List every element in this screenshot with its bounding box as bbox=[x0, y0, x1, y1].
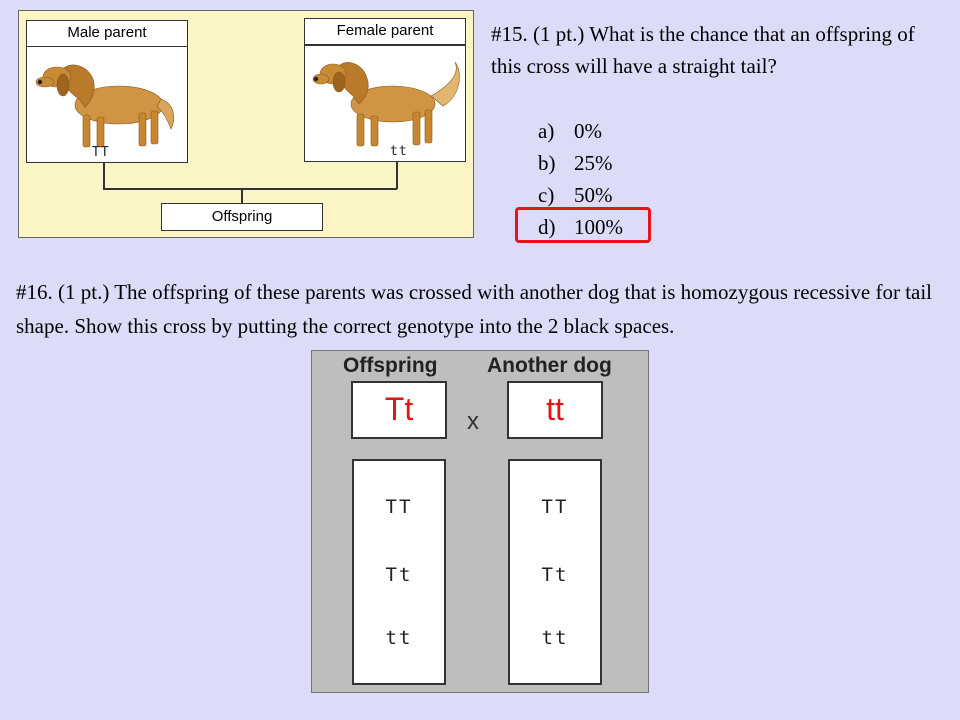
choice-text: 50% bbox=[574, 183, 613, 207]
offspring-answer-box[interactable]: Tt bbox=[351, 381, 447, 439]
choice-a[interactable] bbox=[538, 115, 623, 147]
choice-letter: b) bbox=[538, 151, 556, 175]
female-genotype-text: tt bbox=[390, 144, 408, 159]
pedigree-figure bbox=[18, 10, 474, 238]
choice-text: 25% bbox=[574, 151, 613, 175]
female-parent-image-box bbox=[304, 45, 466, 162]
offspring-option-TT[interactable]: TT bbox=[385, 496, 413, 518]
choice-b[interactable] bbox=[538, 147, 623, 179]
another-dog-header: Another dog bbox=[487, 354, 612, 377]
choice-letter: c) bbox=[538, 183, 555, 207]
choice-letter: a) bbox=[538, 119, 555, 143]
another-dog-option-tt[interactable]: tt bbox=[541, 627, 569, 649]
pedigree-line-female bbox=[396, 162, 398, 189]
choice-text: 100% bbox=[574, 215, 623, 239]
another-dog-answer-box[interactable]: tt bbox=[507, 381, 603, 439]
offspring-option-tt[interactable]: tt bbox=[385, 627, 413, 649]
offspring-option-Tt[interactable]: Tt bbox=[385, 564, 413, 586]
male-genotype-text: TT bbox=[92, 145, 110, 160]
pedigree-line-offspring bbox=[241, 188, 243, 203]
golden-retriever-male-image bbox=[27, 47, 185, 160]
offspring-label: Offspring bbox=[161, 203, 323, 231]
male-parent-image-box bbox=[26, 46, 188, 163]
another-dog-options-box bbox=[508, 459, 602, 685]
offspring-options-box bbox=[352, 459, 446, 685]
cross-symbol: x bbox=[467, 408, 479, 435]
male-parent-label: Male parent bbox=[26, 20, 188, 47]
female-parent-label: Female parent bbox=[304, 18, 466, 45]
cross-figure bbox=[311, 350, 649, 693]
golden-retriever-female-image bbox=[305, 46, 463, 159]
another-dog-option-TT[interactable]: TT bbox=[541, 496, 569, 518]
answer-highlight-box bbox=[515, 207, 651, 243]
offspring-header: Offspring bbox=[343, 354, 438, 377]
choice-text: 0% bbox=[574, 119, 602, 143]
another-dog-option-Tt[interactable]: Tt bbox=[541, 564, 569, 586]
pedigree-line-male bbox=[103, 163, 105, 189]
choice-letter: d) bbox=[538, 215, 556, 239]
question-16-text: #16. (1 pt.) The offspring of these parents was crossed with another dog that is homozygous recessive for tail shape. Show this cross by putting the correct genotype into the 2 black spaces. bbox=[16, 280, 933, 338]
question-15-text: #15. (1 pt.) What is the chance that an offspring of this cross will have a straight tail? bbox=[491, 22, 915, 78]
pedigree-line-horizontal bbox=[103, 188, 397, 190]
